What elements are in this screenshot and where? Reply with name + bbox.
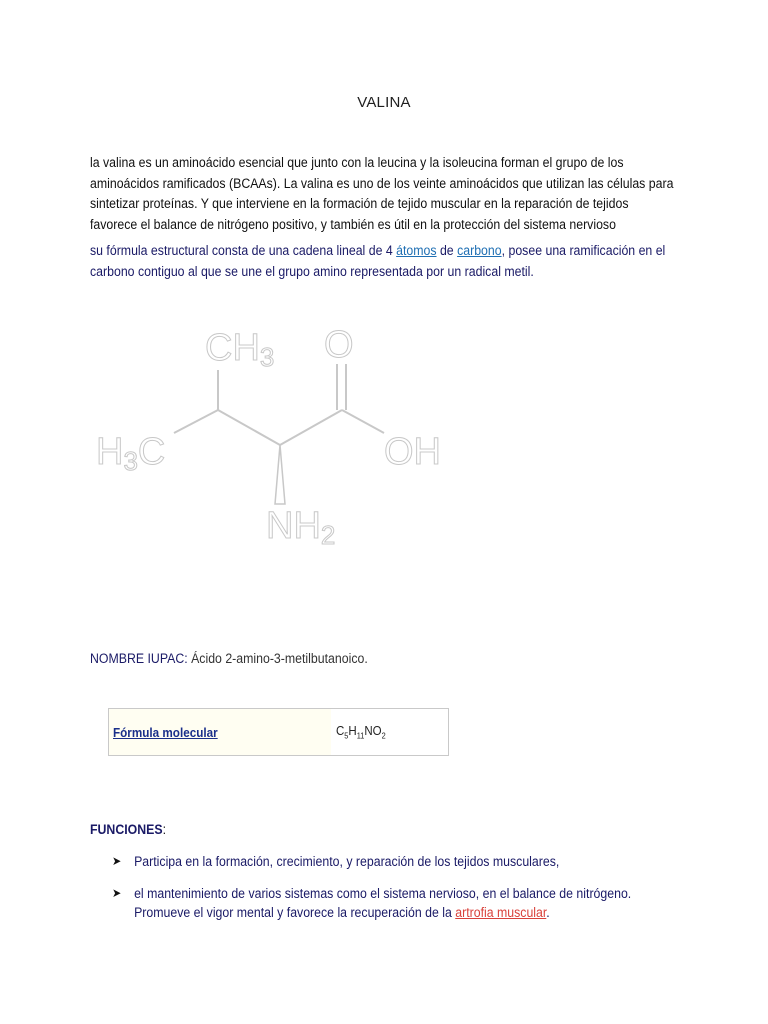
- formula-label-cell: [109, 709, 331, 755]
- structure-line-1: [90, 241, 666, 262]
- list-item: [112, 884, 664, 922]
- list-item: [112, 852, 664, 871]
- formula-label-link[interactable]: Fórmula molecular: [113, 724, 218, 740]
- formula-table: [108, 708, 449, 756]
- atoms-link[interactable]: átomos: [396, 243, 437, 258]
- bond-cb-ca: [218, 410, 280, 445]
- page-title: VALINA: [357, 94, 411, 111]
- intro-paragraph: [90, 153, 674, 235]
- formula-value: $C_5H_{11}NO_2$: [336, 723, 386, 741]
- arrow-bullet-icon: ➤: [112, 854, 122, 868]
- funciones-colon: :: [162, 822, 167, 837]
- intro-line: favorece el balance de nitrógeno positivo, y también es útil en la protección del sistema nervioso: [90, 216, 616, 232]
- formula-value-cell: [331, 709, 448, 755]
- valine-structure-diagram: [90, 312, 470, 562]
- iupac-name: [90, 651, 368, 666]
- list-item-text: el mantenimiento de varios sistemas como el sistema nervioso, en el balance de nitrógeno.: [134, 886, 632, 901]
- label-o: O: [324, 324, 354, 366]
- bond-h3c-cb: [174, 410, 218, 433]
- label-h3c: H3C: [96, 431, 166, 476]
- funciones-title: FUNCIONES: [90, 822, 163, 837]
- intro-line: aminoácidos ramificados (BCAAs). La valina es uno de los veinte aminoácidos que utilizan las células para: [90, 175, 674, 191]
- artrofia-link[interactable]: artrofia muscular: [455, 905, 547, 920]
- funciones-heading: [90, 822, 166, 837]
- bond-cc-oh: [342, 410, 384, 433]
- label-nh2: NH2: [266, 505, 336, 550]
- list-item-text-line2: Promueve el vigor mental y favorece la recuperación de la artrofia muscular.: [134, 905, 550, 920]
- wedge-bond-nh2: [275, 445, 285, 504]
- iupac-value: Ácido 2-amino-3-metilbutanoico.: [191, 651, 368, 666]
- structure-text: , posee una ramificación en el: [501, 243, 666, 258]
- funciones-list: [112, 852, 712, 922]
- label-ch3: CH3: [205, 327, 275, 372]
- intro-line: sintetizar proteínas. Y que interviene en la formación de tejido muscular en la reparación de tejidos: [90, 196, 629, 211]
- bond-ca-cc: [280, 410, 342, 445]
- arrow-bullet-icon: ➤: [112, 886, 122, 900]
- structure-line-2: carbono contiguo al que se une el grupo amino representada por un radical metil.: [90, 263, 534, 279]
- intro-line: la valina es un aminoácido esencial que junto con la leucina y la isoleucina forman el grupo de los: [90, 155, 624, 170]
- carbon-link[interactable]: carbono: [457, 243, 502, 258]
- structure-text: su fórmula estructural consta de una cadena lineal de 4: [90, 243, 397, 258]
- structure-paragraph: [90, 241, 666, 282]
- label-oh: OH: [384, 431, 441, 473]
- structure-text: de: [436, 243, 458, 258]
- list-item-text: Participa en la formación, crecimiento, y reparación de los tejidos musculares,: [134, 854, 560, 869]
- iupac-label: NOMBRE IUPAC:: [90, 651, 192, 666]
